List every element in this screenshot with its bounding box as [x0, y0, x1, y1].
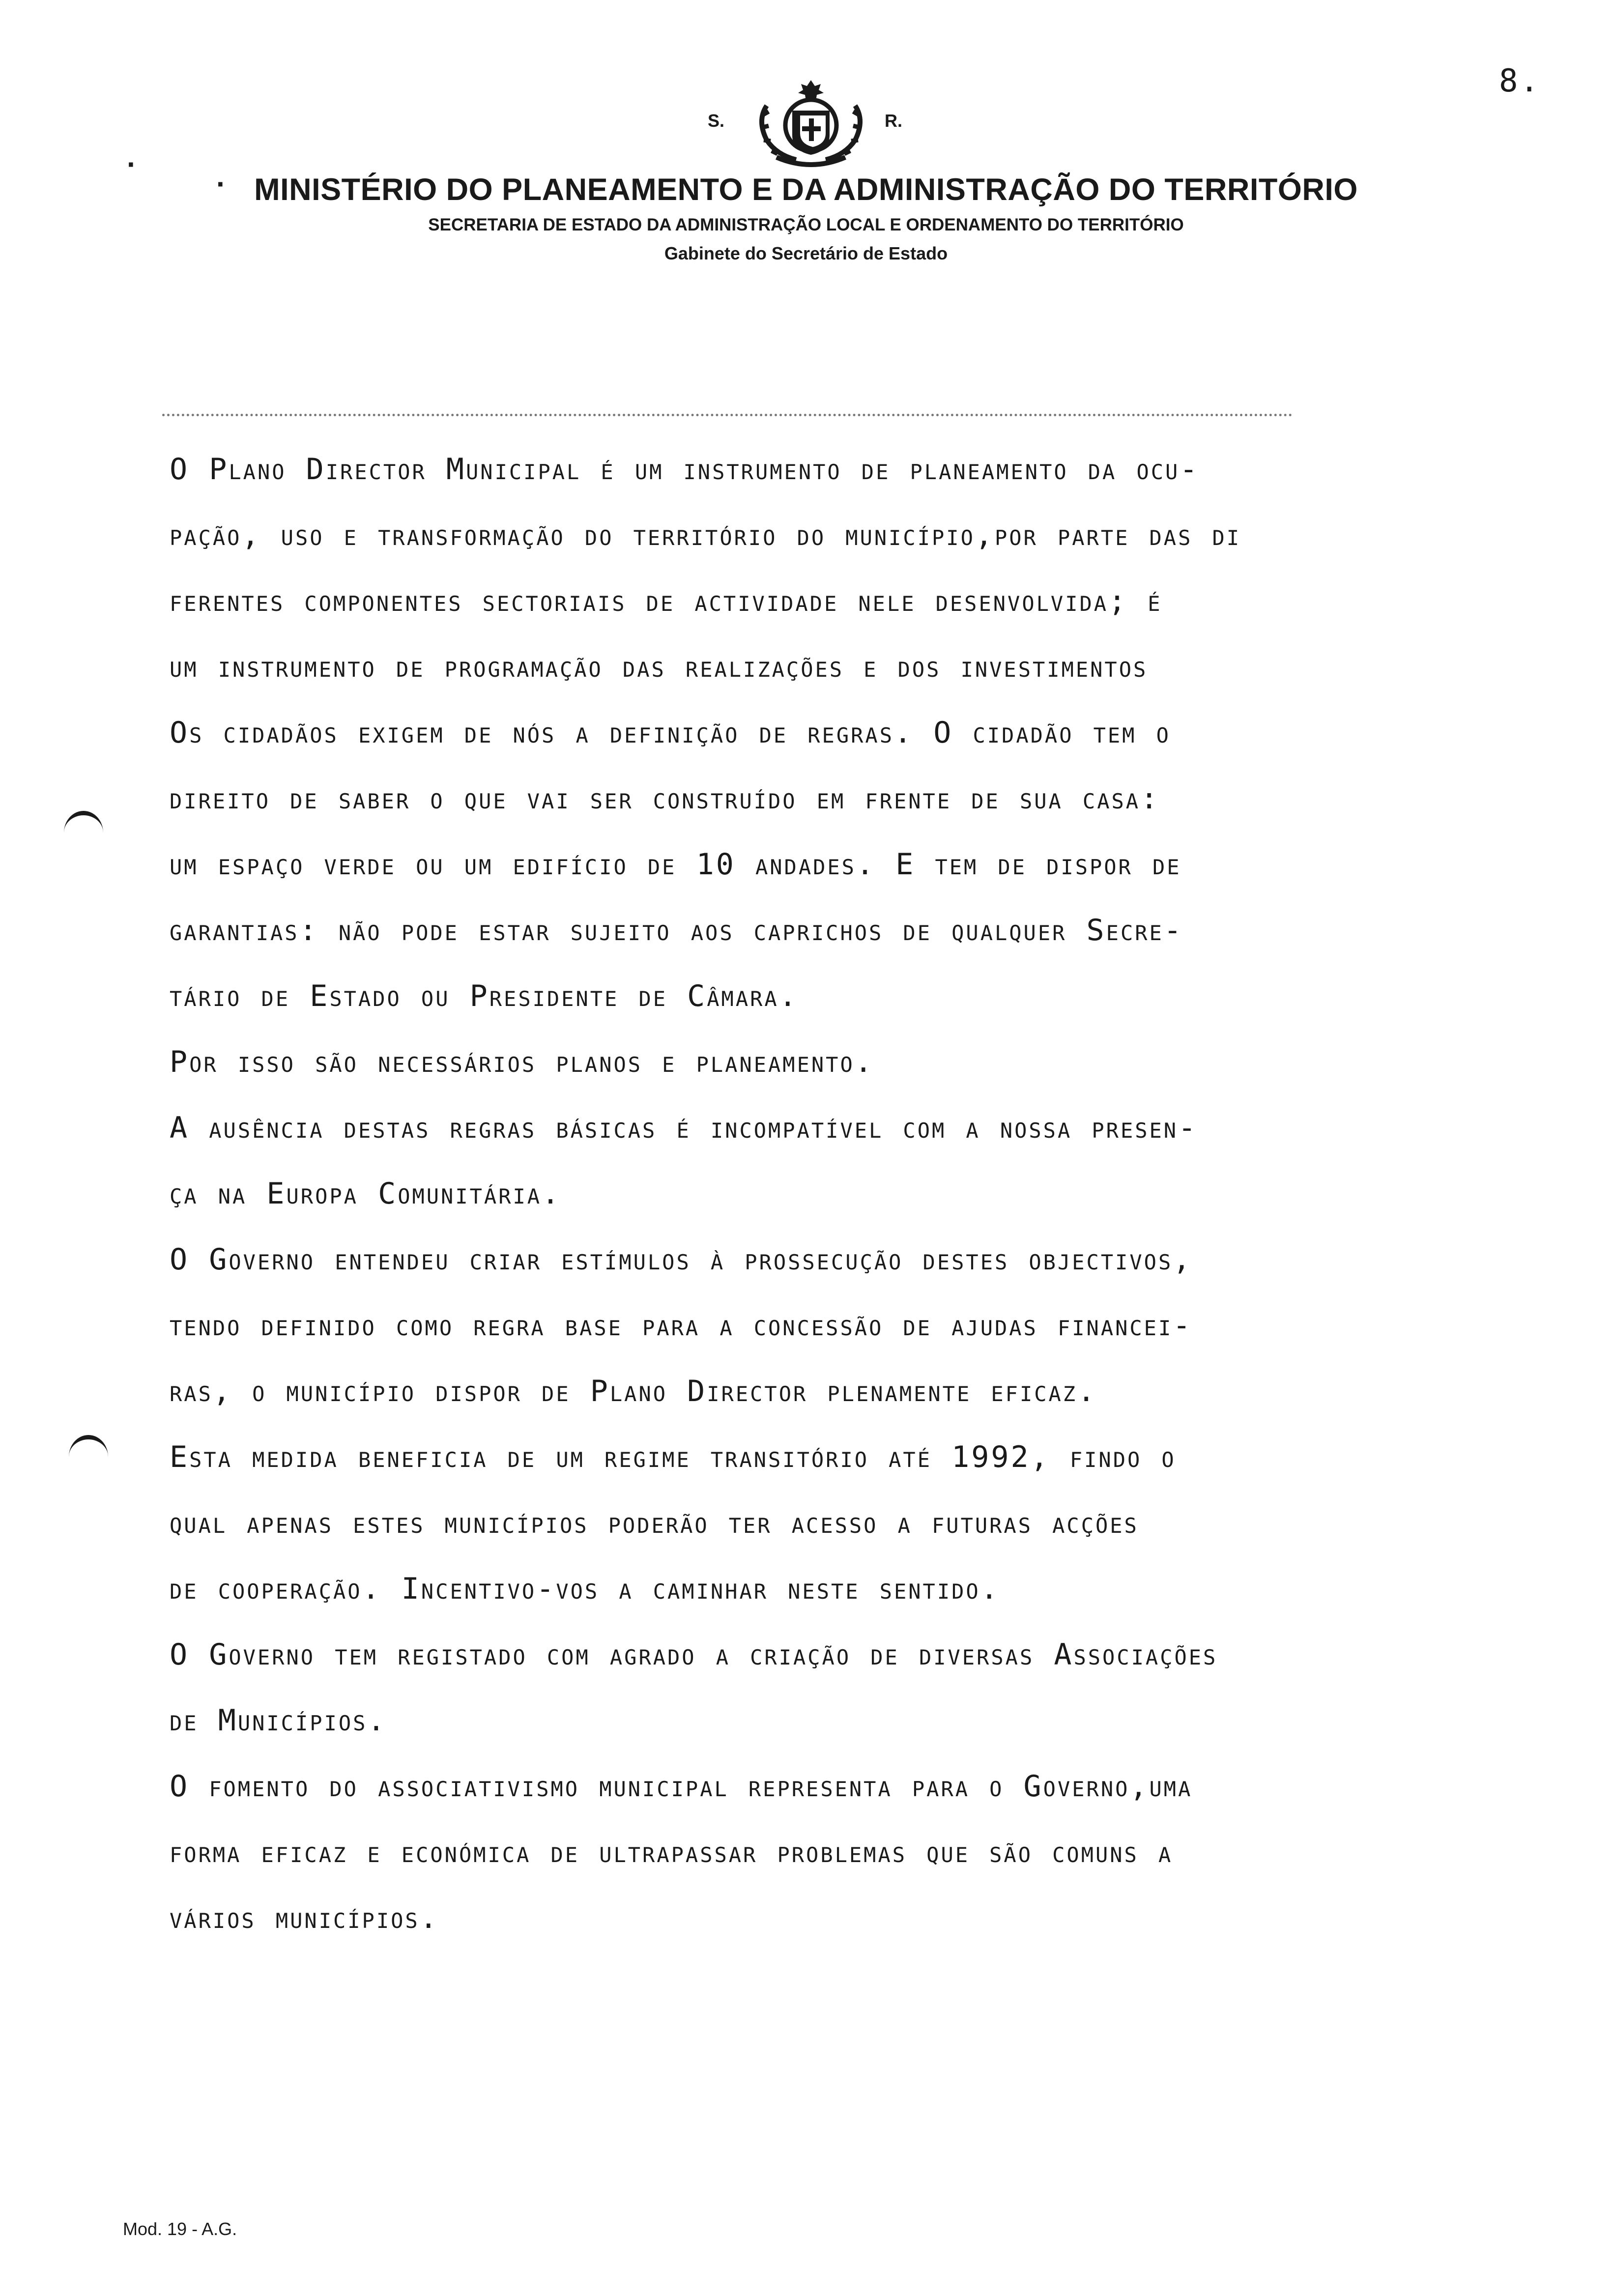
body-line: ça na Europa Comunitária. — [170, 1177, 562, 1211]
body-line: O Governo entendeu criar estímulos à prossecução destes objectivos, — [170, 1242, 1193, 1277]
coat-of-arms-icon — [747, 76, 875, 170]
crest-right-letter: R. — [885, 111, 902, 131]
body-line: qual apenas estes municípios poderão ter acesso a futuras acções — [170, 1506, 1139, 1540]
body-line: Por isso são necessários planos e planeamento. — [170, 1045, 874, 1079]
margin-mark — [64, 811, 103, 855]
page-number: 8. — [1499, 63, 1541, 99]
body-line: pação, uso e transformação do território do município,por parte das di — [170, 518, 1241, 552]
body-line: vários municípios. — [170, 1901, 439, 1935]
body-line: de Municípios. — [170, 1703, 387, 1738]
margin-mark — [69, 1435, 108, 1479]
body-line: tário de Estado ou Presidente de Câmara. — [170, 979, 799, 1013]
form-code: Mod. 19 - A.G. — [123, 2219, 237, 2239]
body-line: ferentes componentes sectoriais de actividade nele desenvolvida; é — [170, 584, 1162, 618]
scan-speck: · — [127, 148, 137, 181]
body-line: O Plano Director Municipal é um instrumento de planeamento da ocu- — [170, 452, 1200, 487]
body-line: de cooperação. Incentivo-vos a caminhar neste sentido. — [170, 1572, 1000, 1606]
body-line: ras, o município dispor de Plano Director plenamente eficaz. — [170, 1374, 1097, 1408]
gabinete-subtitle: Gabinete do Secretário de Estado — [664, 243, 948, 263]
letterhead-crest — [639, 76, 983, 174]
body-text — [170, 436, 1555, 1951]
body-line: forma eficaz e económica de ultrapassar problemas que são comuns a — [170, 1835, 1173, 1869]
body-line: Esta medida beneficia de um regime transitório até 1992, findo o — [170, 1440, 1176, 1474]
faint-rule — [162, 414, 1293, 416]
body-line: tendo definido como regra base para a concessão de ajudas financei- — [170, 1308, 1193, 1343]
body-line: O fomento do associativismo municipal representa para o Governo,uma — [170, 1769, 1193, 1804]
ministry-title: MINISTÉRIO DO PLANEAMENTO E DA ADMINISTRAÇÃO DO TERRITÓRIO — [254, 172, 1358, 207]
body-line: Os cidadãos exigem de nós a definição de regras. O cidadão tem o — [170, 716, 1171, 750]
body-line: um espaço verde ou um edifício de 10 andades. E tem de dispor de — [170, 847, 1181, 882]
body-line: O Governo tem registado com agrado a criação de diversas Associações — [170, 1637, 1218, 1672]
body-line: um instrumento de programação das realizações e dos investimentos — [170, 650, 1148, 684]
body-line: A ausência destas regras básicas é incompatível com a nossa presen- — [170, 1111, 1198, 1145]
body-line: garantias: não pode estar sujeito aos caprichos de qualquer Secre- — [170, 913, 1183, 947]
body-line: direito de saber o que vai ser construído em frente de sua casa: — [170, 781, 1160, 816]
crest-left-letter: S. — [708, 111, 725, 131]
scan-speck: · — [216, 168, 226, 201]
secretaria-subtitle: SECRETARIA DE ESTADO DA ADMINISTRAÇÃO LOCAL E ORDENAMENTO DO TERRITÓRIO — [428, 215, 1184, 234]
